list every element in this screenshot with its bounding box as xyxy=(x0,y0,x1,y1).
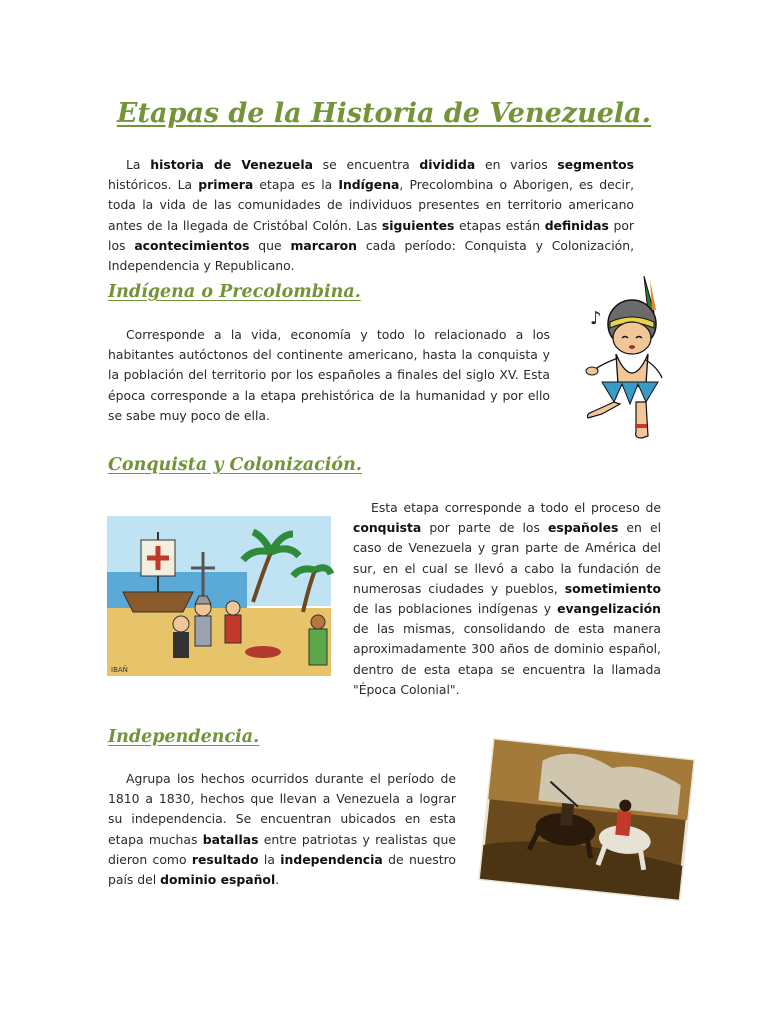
battle-painting xyxy=(476,736,704,916)
page-title: Etapas de la Historia de Venezuela. xyxy=(116,98,652,129)
heading-independencia: Independencia. xyxy=(108,727,260,747)
music-note-icon: ♪ xyxy=(590,308,602,329)
svg-text:IBAÑ: IBAÑ xyxy=(111,666,128,674)
independencia-paragraph: Agrupa los hechos ocurridos durante el período de 1810 a 1830, hechos que llevan a Venezuela a lograr su independencia. Se encuentran ubicados en esta etapa muchas batallas entre patriotas y realistas que dieron como resultado la independencia de nuestro país del dominio español. xyxy=(108,771,457,888)
cartoon-indigenous-child-icon xyxy=(562,272,674,448)
indigena-paragraph: Corresponde a la vida, economía y todo lo relacionado a los habitantes autóctonos del continente americano, hasta la conquista y la población del territorio por los españoles a finales del siglo XV. Esta época corresponde a la etapa prehistórica de la humanidad y por ello se sabe muy poco de ella. xyxy=(108,327,550,423)
battle-painting-icon xyxy=(476,736,704,916)
indigenous-child-illustration xyxy=(562,272,674,448)
conquista-paragraph: Esta etapa corresponde a todo el proceso de conquista por parte de los españoles en el caso de Venezuela y gran parte de América del sur, en el cual se llevó a cabo la fundación de numerosas ciudades y pueblos, sometimiento de las poblaciones indígenas y evangelización de las mismas, consolidando de esta manera aproximadamente 300 años de dominio español, dentro de esta etapa se encuentra la llamada "Época Colonial". xyxy=(353,500,662,697)
heading-indigena: Indígena o Precolombina. xyxy=(108,282,361,302)
heading-conquista: Conquista y Colonización. xyxy=(108,455,362,475)
conquest-illustration xyxy=(103,512,335,680)
intro-paragraph: La historia de Venezuela se encuentra dividida en varios segmentos históricos. La primera etapa es la Indígena, Precolombina o Aborigen, es decir, toda la vida de las comunidades de individuos presentes en territorio americano antes de la llegada de Cristóbal Colón. Las siguientes etapas están definidas por los acontecimientos que marcaron cada período: Conquista y Colonización, Independencia y Republicano. xyxy=(108,157,635,274)
conquest-cartoon-icon xyxy=(103,512,335,680)
